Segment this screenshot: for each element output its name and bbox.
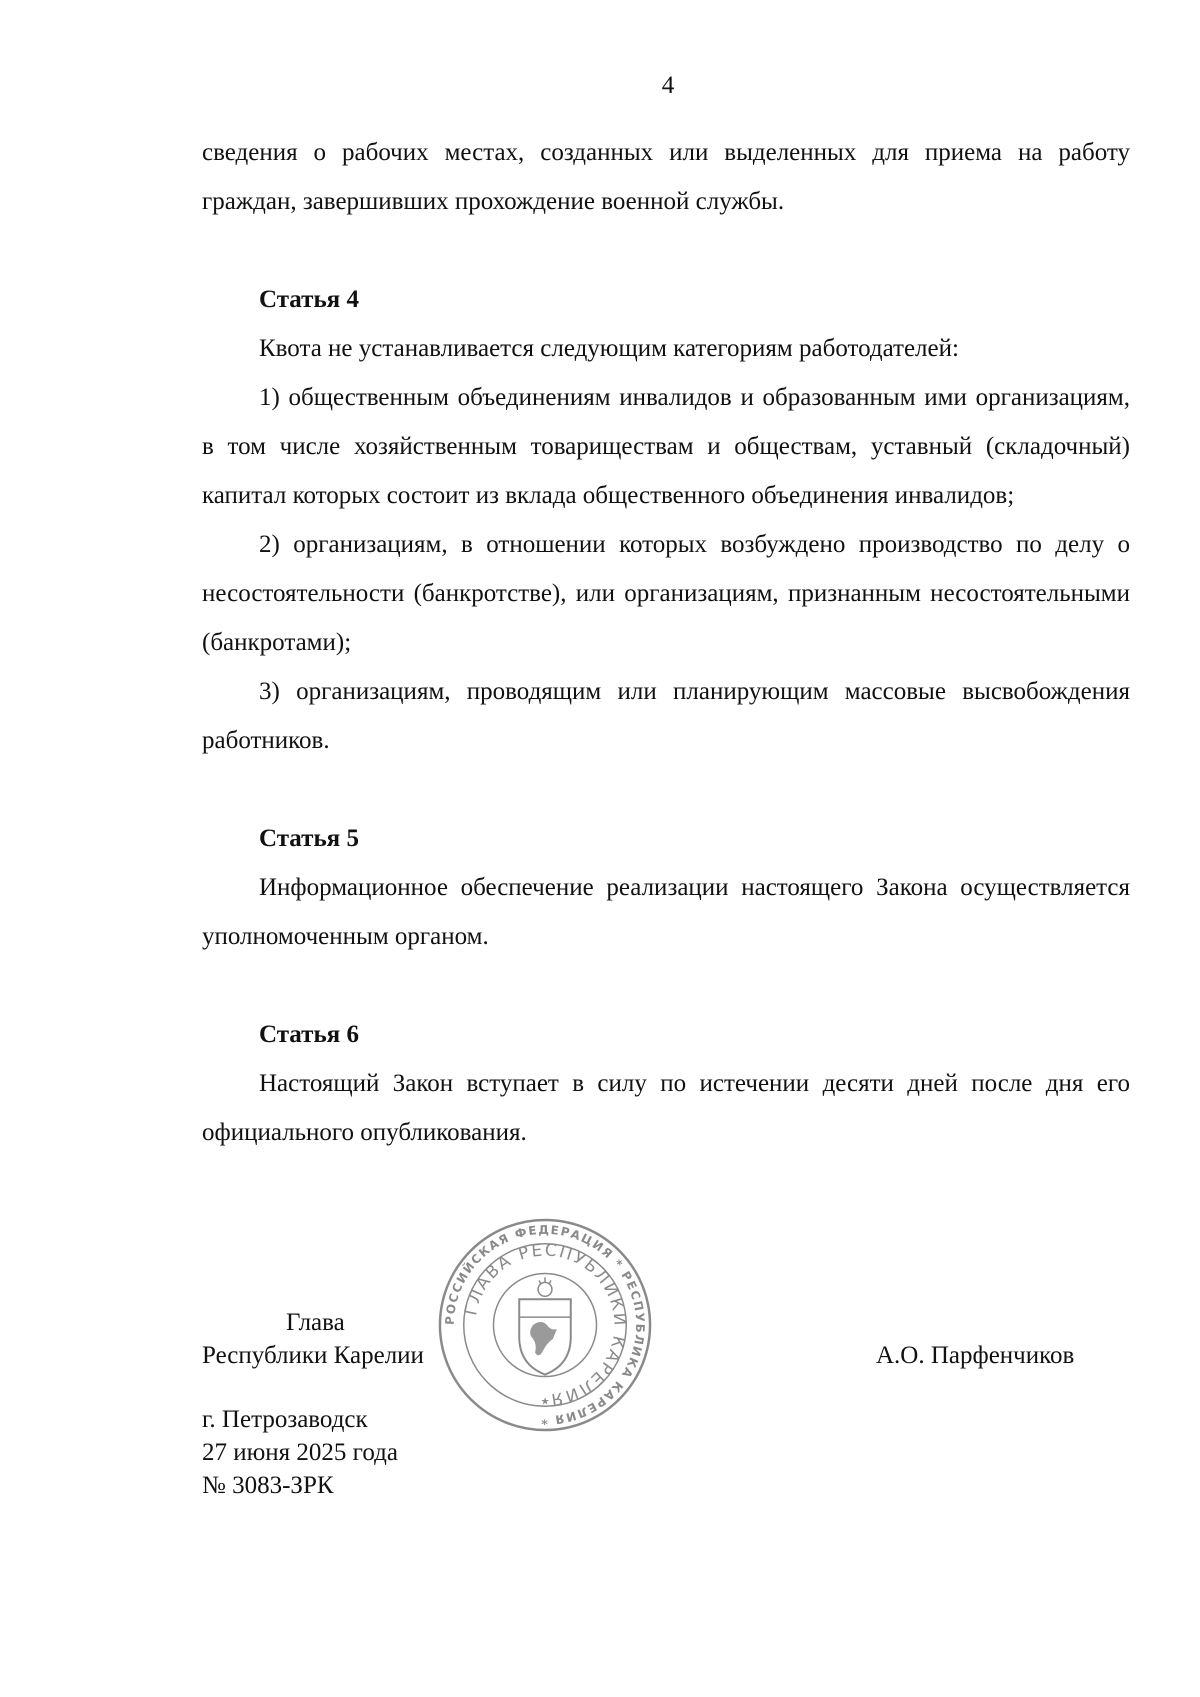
- document-body: [202, 128, 1130, 1157]
- coat-of-arms-emblem: [519, 1277, 571, 1374]
- spacer: [202, 226, 1130, 275]
- seal-inner-text: ГЛАВА РЕСПУБЛИКИ КАРЕЛИЯ: [460, 1239, 631, 1411]
- signature-title: [202, 1306, 424, 1372]
- spacer: [202, 765, 1130, 814]
- article-4-item-1: 1) общественным объединениям инвалидов и образованным ими организациям, в том числе хозяйственным товариществам и обществам, уставный (складочный) капитал которых состоит из вклада общественного объединения инвалидов;: [202, 384, 1130, 509]
- article-6-heading: Статья 6: [259, 1021, 359, 1048]
- signer-name: А.О. Парфенчиков: [876, 1342, 1075, 1369]
- law-number: № 3083-ЗРК: [202, 1472, 334, 1499]
- article-6-text: Настоящий Закон вступает в силу по истечении десяти дней после дня его официального опубликования.: [202, 1070, 1130, 1146]
- article-4-lead: Квота не устанавливается следующим категориям работодателей:: [259, 335, 959, 362]
- article-4-heading: Статья 4: [259, 286, 359, 313]
- date: 27 июня 2025 года: [202, 1439, 398, 1466]
- seal-outer-text: РОССИЙСКАЯ ФЕДЕРАЦИЯ * РЕСПУБЛИКА КАРЕЛИЯ *: [442, 1222, 648, 1428]
- intro-paragraph: сведения о рабочих местах, созданных или выделенных для приема на работу граждан, завершивших прохождение военной службы.: [202, 139, 1130, 215]
- place-date-block: [202, 1403, 398, 1502]
- article-5-heading: Статья 5: [259, 825, 359, 852]
- article-4-item-2: 2) организациям, в отношении которых возбуждено производство по делу о несостоятельности (банкротстве), или организациям, признанным несостоятельными (банкротами);: [202, 531, 1130, 656]
- article-5-text: Информационное обеспечение реализации настоящего Закона осуществляется уполномоченным органом.: [202, 874, 1130, 950]
- page-number: 4: [661, 72, 675, 99]
- signer-title-line2: Республики Карелии: [202, 1342, 424, 1369]
- official-seal-stamp: [436, 1216, 654, 1434]
- signer-title-line1: Глава: [286, 1309, 345, 1336]
- spacer: [202, 961, 1130, 1010]
- city: г. Петрозаводск: [202, 1406, 368, 1433]
- article-4-item-3: 3) организациям, проводящим или планирующим массовые высвобождения работников.: [202, 678, 1130, 754]
- svg-text:★: ★: [540, 1396, 550, 1408]
